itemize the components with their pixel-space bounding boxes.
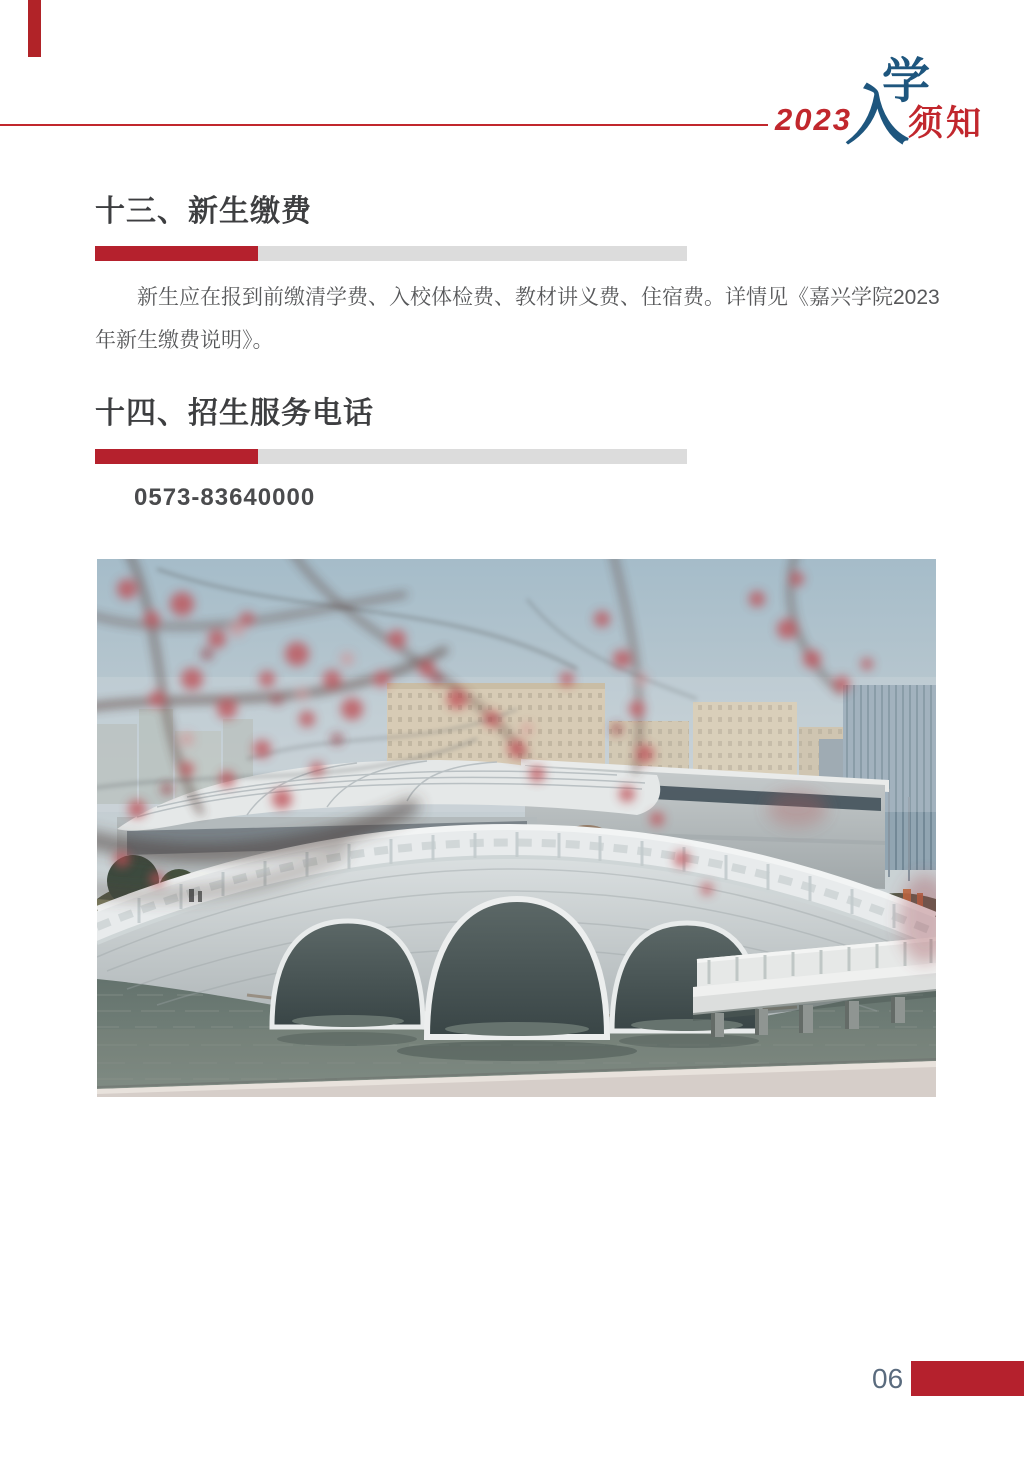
section-13-title: 十三、新生缴费 xyxy=(95,195,312,228)
footer-accent-block xyxy=(911,1361,1024,1396)
header-rule-line xyxy=(0,124,768,126)
section-14-underline-bar xyxy=(95,449,687,464)
section-14-underline-red xyxy=(95,449,258,464)
logo-xuzhi: 须知 xyxy=(908,104,985,143)
logo-year: 2023 xyxy=(775,102,852,137)
campus-photo-illustration xyxy=(97,559,936,1097)
page-number: 06 xyxy=(872,1363,904,1394)
logo-char-xue: 学 xyxy=(882,55,931,108)
logo-char-ru: 入 xyxy=(845,80,909,152)
corner-accent-bar xyxy=(28,0,41,57)
header-logo xyxy=(770,55,1010,155)
section-13-underline-bar xyxy=(95,246,687,261)
section-13-underline-red xyxy=(95,246,258,261)
service-phone-number: 0573-83640000 xyxy=(134,484,316,511)
section-13-body: 新生应在报到前缴清学费、入校体检费、教材讲义费、住宿费。详情见《嘉兴学院2023年新生缴费说明》。 xyxy=(95,286,940,352)
campus-photo xyxy=(97,559,936,1097)
section-14-title: 十四、招生服务电话 xyxy=(95,397,374,430)
